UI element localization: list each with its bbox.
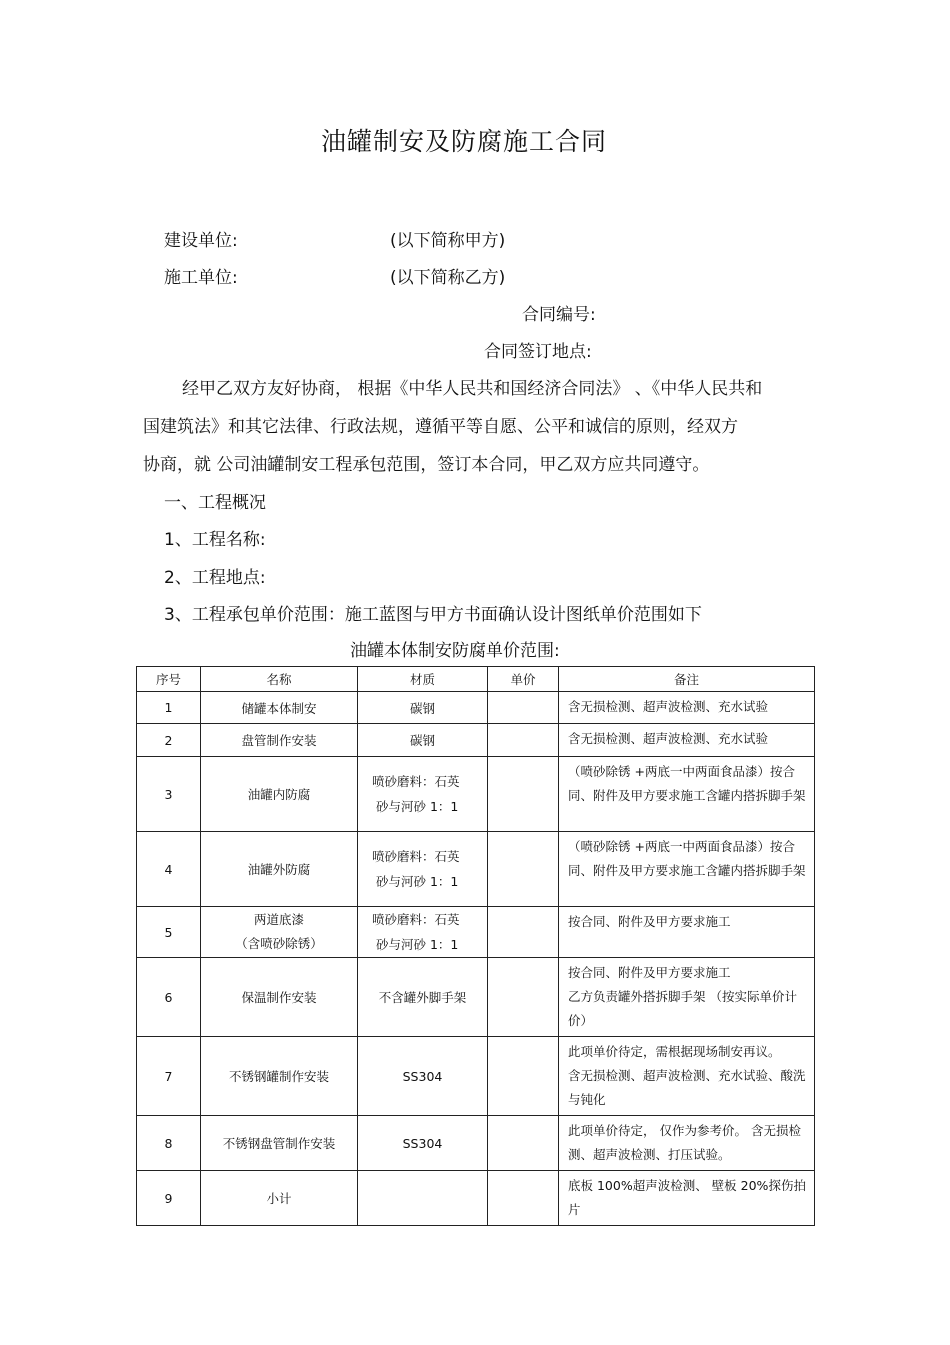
project-location-item: 2、工程地点: [164,568,266,588]
row-price [488,692,559,724]
material-line-1: 喷砂磨料：石英 [372,912,460,927]
row-no: 2 [137,724,201,757]
table-row [137,1116,815,1171]
row-note: 含无损检测、超声波检测、充水试验 [559,692,815,724]
table-row [137,1037,815,1116]
note-line-1: 按合同、附件及甲方要求施工 [568,965,731,980]
row-note: 按合同、附件及甲方要求施工 [559,907,815,958]
party-a-label: 建设单位: [164,231,238,251]
row-material [358,832,488,907]
price-table [136,666,815,1226]
row-price [488,1171,559,1226]
header-material: 材质 [358,667,488,692]
note-line-2: 含无损检测、超声波检测、充水试验、酸洗与钝化 [568,1068,806,1107]
table-row [137,757,815,832]
section-heading: 一、工程概况 [164,493,266,513]
row-material: 碳钢 [358,724,488,757]
intro-line-3: 协商，就 公司油罐制安工程承包范围，签订本合同，甲乙双方应共同遵守。 [143,455,710,475]
header-no: 序号 [137,667,201,692]
row-name [201,907,358,958]
row-no: 6 [137,958,201,1037]
row-material [358,907,488,958]
row-name: 不锈钢盘管制作安装 [201,1116,358,1171]
sign-place-label: 合同签订地点: [484,342,592,362]
row-price [488,1037,559,1116]
row-name: 油罐内防腐 [201,757,358,832]
row-note: （喷砂除锈 +两底一中两面食品漆）按合同、附件及甲方要求施工含罐内搭拆脚手架 [559,757,815,832]
row-name: 保温制作安装 [201,958,358,1037]
row-price [488,1116,559,1171]
row-price [488,724,559,757]
row-material: SS304 [358,1037,488,1116]
material-line-1: 喷砂磨料：石英 [372,849,460,864]
table-row [137,692,815,724]
row-note: （喷砂除锈 +两底一中两面食品漆）按合同、附件及甲方要求施工含罐内搭拆脚手架 [559,832,815,907]
row-material: 碳钢 [358,692,488,724]
material-line-2: 砂与河砂 1：1 [376,874,459,889]
row-no: 9 [137,1171,201,1226]
row-price [488,907,559,958]
note-line-1: 此项单价待定，需根据现场制安再议。 [568,1044,781,1059]
contract-number-label: 合同编号: [522,305,596,325]
row-material: SS304 [358,1116,488,1171]
row-material: 不含罐外脚手架 [358,958,488,1037]
material-line-2: 砂与河砂 1：1 [376,937,459,952]
material-line-1: 喷砂磨料：石英 [372,774,460,789]
row-price [488,757,559,832]
name-line-1: 两道底漆 [253,912,304,927]
table-row [137,724,815,757]
row-price [488,832,559,907]
table-row [137,832,815,907]
header-note: 备注 [559,667,815,692]
row-material [358,1171,488,1226]
row-price [488,958,559,1037]
row-no: 3 [137,757,201,832]
table-row [137,907,815,958]
name-line-2: （含喷砂除锈） [235,936,323,951]
row-name: 小计 [201,1171,358,1226]
page-title: 油罐制安及防腐施工合同 [320,127,607,156]
row-no: 5 [137,907,201,958]
party-a-note: (以下简称甲方) [390,231,506,251]
row-note [559,958,815,1037]
row-no: 1 [137,692,201,724]
row-name: 盘管制作安装 [201,724,358,757]
header-price: 单价 [488,667,559,692]
project-name-item: 1、工程名称: [164,530,266,550]
row-note: 含无损检测、超声波检测、充水试验 [559,724,815,757]
price-scope-item: 3、工程承包单价范围：施工蓝图与甲方书面确认设计图纸单价范围如下 [164,605,702,625]
material-line-2: 砂与河砂 1：1 [376,799,459,814]
party-b-label: 施工单位: [164,268,238,288]
intro-line-1: 经甲乙双方友好协商， 根据《中华人民共和国经济合同法》 、《中华人民共和 [182,379,763,399]
row-material [358,757,488,832]
header-name: 名称 [201,667,358,692]
table-row [137,1171,815,1226]
row-name: 不锈钢罐制作安装 [201,1037,358,1116]
intro-line-2: 国建筑法》和其它法律、行政法规，遵循平等自愿、公平和诚信的原则，经双方 [143,417,738,437]
row-name: 储罐本体制安 [201,692,358,724]
table-row [137,958,815,1037]
row-name: 油罐外防腐 [201,832,358,907]
row-no: 4 [137,832,201,907]
table-caption: 油罐本体制安防腐单价范围: [350,641,560,661]
row-note [559,1037,815,1116]
note-line-2: 乙方负责罐外搭拆脚手架 （按实际单价计价） [568,989,797,1028]
row-no: 8 [137,1116,201,1171]
row-note: 底板 100%超声波检测、 壁板 20%探伤拍片 [559,1171,815,1226]
table-header-row [137,667,815,692]
row-note: 此项单价待定， 仅作为参考价。 含无损检测、超声波检测、打压试验。 [559,1116,815,1171]
row-no: 7 [137,1037,201,1116]
party-b-note: (以下简称乙方) [390,268,506,288]
